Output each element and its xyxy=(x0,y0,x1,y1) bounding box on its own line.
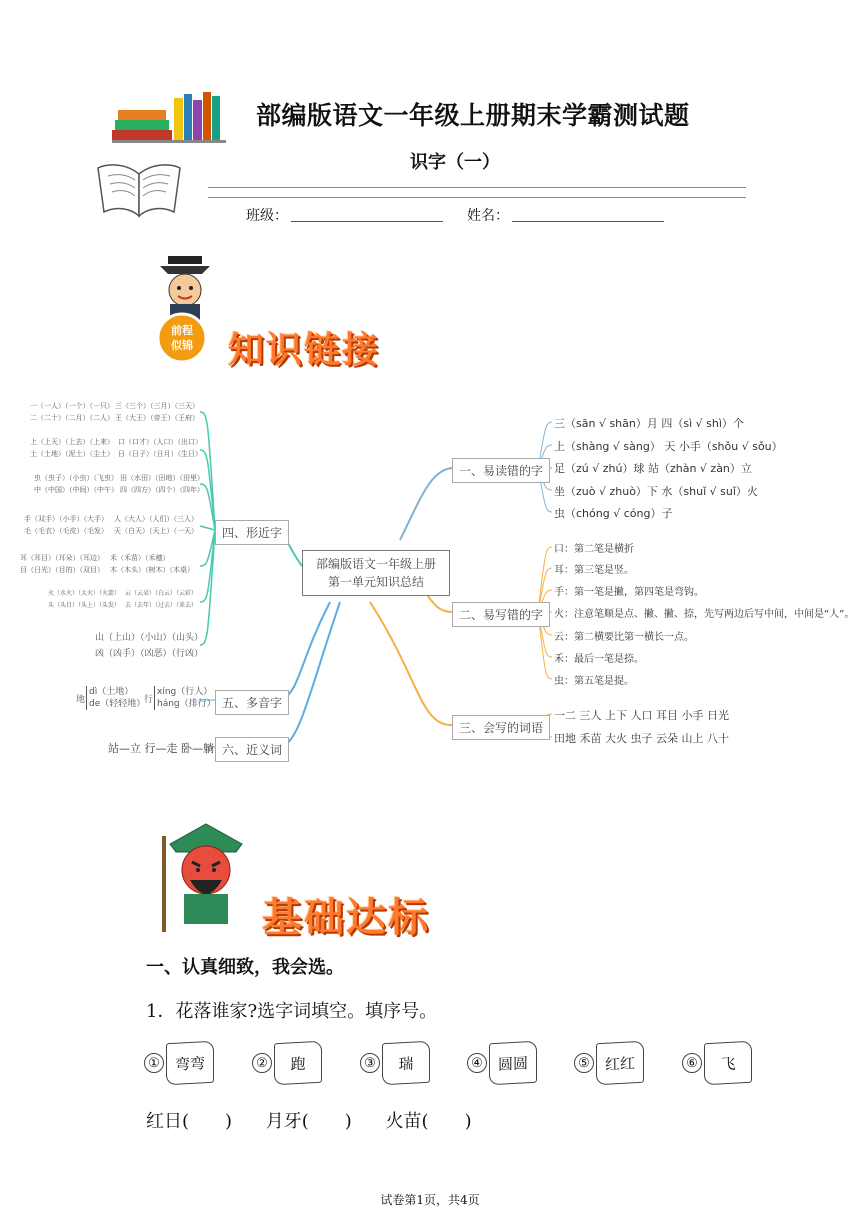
choice-number: ③ xyxy=(360,1053,380,1073)
miswritten-item: 禾：最后一笔是捺。 xyxy=(554,654,644,665)
divider-bottom xyxy=(208,197,746,198)
misread-item: 上（shàng √ sàng） 天 小手（shǒu √ sǒu） xyxy=(554,440,783,453)
branch-words: 三、会写的词语 xyxy=(452,715,550,740)
choice-number: ④ xyxy=(467,1053,487,1073)
mind-map-center xyxy=(302,550,450,596)
mind-map xyxy=(0,390,860,770)
choice-word: 瑞 xyxy=(382,1041,430,1086)
choice-word: 圆圆 xyxy=(489,1041,537,1086)
miswritten-item: 口：第二笔是横折 xyxy=(554,544,634,555)
fill-blank-item[interactable]: 火苗( ) xyxy=(385,1111,472,1132)
choice-3[interactable] xyxy=(360,1042,430,1084)
miswritten-item: 耳：第三笔是竖。 xyxy=(554,565,634,576)
choice-6[interactable] xyxy=(682,1042,752,1084)
branch-similar-chars: 四、形近字 xyxy=(215,520,289,545)
page-subtitle: 识字（一） xyxy=(410,152,500,173)
misread-item: 虫（chóng √ cóng）子 xyxy=(554,507,673,520)
choice-word: 跑 xyxy=(274,1041,322,1086)
name-field[interactable] xyxy=(512,221,664,222)
similar-group: 一（一人）（一个）（一只） 二（二十）（二月）（二人） xyxy=(30,402,114,422)
guan-yu-mascot-icon xyxy=(156,816,256,934)
polyphone-di: 地 dì（土地） de（轻轻地） xyxy=(76,687,146,709)
similar-group: 火（水火）（大火）（火箭） 头（头目）（头上）（头发） xyxy=(48,590,121,609)
divider-top xyxy=(208,187,746,188)
branch-misread-chars: 一、易读错的字 xyxy=(452,458,550,483)
misread-item: 足（zú √ zhú）球 站（zhàn √ zàn）立 xyxy=(554,462,752,475)
word-list-item: 一二 三人 上下 人口 耳目 小手 日光 xyxy=(554,709,729,722)
similar-group: 田（水田）（田地）（田里） 四（四方）（四个）（四年） xyxy=(120,474,204,494)
page-title: 部编版语文一年级上册期末学霸测试题 xyxy=(256,101,690,130)
miswritten-item: 火：注意笔顺是点、撇、撇、捺，先写两边后写中间，中间是“人”。 xyxy=(554,609,855,620)
similar-group: 耳（耳目）（耳朵）（耳边） 目（日光）（目的）（双目） xyxy=(20,554,104,574)
branch-polyphones: 五、多音字 xyxy=(215,690,289,715)
books-illustration xyxy=(112,88,226,144)
choice-number: ⑤ xyxy=(574,1053,594,1073)
similar-group: 三（三个）（三月）（三天） 王（大王）（帝王）（王府） xyxy=(115,402,199,422)
badge-bottom-text: 似锦 xyxy=(171,339,193,352)
class-label: 班级： xyxy=(246,208,288,224)
fill-blanks xyxy=(146,1107,500,1133)
choice-word: 弯弯 xyxy=(166,1041,214,1086)
question-1: 1．花落谁家?选字词填空。填序号。 xyxy=(146,1001,438,1022)
choice-word: 红红 xyxy=(596,1041,644,1086)
miswritten-item: 云：第二横要比第一横长一点。 xyxy=(554,632,694,643)
branch-miswritten-chars: 二、易写错的字 xyxy=(452,602,550,627)
choice-number: ② xyxy=(252,1053,272,1073)
page-footer: 试卷第1页，共4页 xyxy=(380,1193,480,1207)
choice-2[interactable] xyxy=(252,1042,322,1084)
section-heading: 一、认真细致，我会选。 xyxy=(146,957,344,978)
center-line-1: 部编版语文一年级上册 xyxy=(315,557,436,571)
similar-group: 云（云朵）（白云）（云彩） 去（去年）（过去）（来去） xyxy=(125,590,198,609)
choice-5[interactable] xyxy=(574,1042,644,1084)
synonyms-text: 站—立 行—走 卧—躺 xyxy=(108,742,214,755)
word-list-item: 田地 禾苗 大火 虫子 云朵 山上 八十 xyxy=(554,732,729,745)
choice-4[interactable] xyxy=(467,1042,537,1084)
choice-number: ① xyxy=(144,1053,164,1073)
similar-group: 人（大人）（人们）（三人） 天（白天）（天上）（一天） xyxy=(114,515,198,535)
branch-synonyms: 六、近义词 xyxy=(215,737,289,762)
badge-top-text: 前程 xyxy=(171,324,193,337)
miswritten-item: 虫：第五笔是提。 xyxy=(554,676,634,687)
center-line-2: 第一单元知识总结 xyxy=(327,575,424,589)
choice-number: ⑥ xyxy=(682,1053,702,1073)
name-label: 姓名： xyxy=(467,208,509,224)
knowledge-link-banner: 知识链接 xyxy=(228,330,381,371)
similar-group: 禾（禾苗）（禾穗） 木（木头）（树木）（木桌） xyxy=(110,554,194,574)
class-field[interactable] xyxy=(291,221,443,222)
choice-1[interactable] xyxy=(144,1042,214,1084)
similar-group: 山（上山）（小山）（山头） 凶（凶手）（凶恶）（行凶） xyxy=(95,633,204,659)
miswritten-item: 手：第一笔是撇，第四笔是弯钩。 xyxy=(554,587,704,598)
open-book-icon xyxy=(94,156,184,222)
similar-group: 虫（虫子）（小虫）（飞虫） 中（中国）（中间）（中午） xyxy=(34,474,118,494)
choice-word: 飞 xyxy=(704,1041,752,1086)
similar-group: 手（双手）（小手）（大手） 毛（毛衣）（毛皮）（毛发） xyxy=(24,515,108,535)
fill-blank-item[interactable]: 月牙( ) xyxy=(265,1111,352,1132)
misread-item: 三（sān √ shān）月 四（sì √ shì）个 xyxy=(554,417,744,430)
misread-item: 坐（zuò √ zhuò）下 水（shuǐ √ suǐ）火 xyxy=(554,485,758,498)
scholar-mascot-icon xyxy=(146,256,226,368)
similar-group: 上（上天）（上去）（上来） 土（土地）（泥土）（尘土） xyxy=(30,438,114,458)
polyphone-xing: 行 xíng（行人） háng（排行） xyxy=(144,687,216,709)
basic-standard-banner: 基础达标 xyxy=(262,895,430,941)
fill-blank-item[interactable]: 红日( ) xyxy=(146,1111,233,1132)
similar-group: 口（口才）（人口）（出口） 日（日子）（日月）（生日） xyxy=(118,438,202,458)
